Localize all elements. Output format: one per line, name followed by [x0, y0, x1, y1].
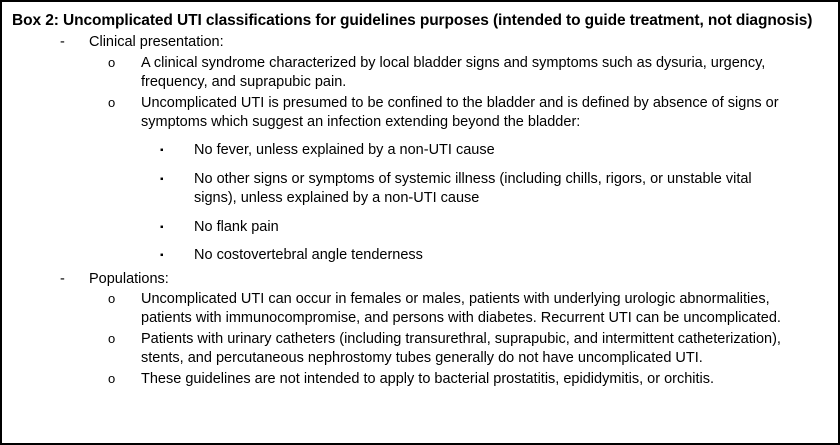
- sub-list-item-text: No fever, unless explained by a non-UTI cause: [194, 142, 495, 159]
- square-bullet-icon: ▪: [160, 145, 164, 157]
- sub-list-item-text: No costovertebral angle tenderness: [194, 247, 423, 264]
- square-bullet-icon: ▪: [160, 173, 164, 185]
- section-heading-row: [60, 33, 828, 52]
- section-populations: [12, 270, 828, 390]
- list-item-text: Uncomplicated UTI can occur in females or males, patients with underlying urologic abnormalities, patients with immunocompromise, and persons with diabetes. Recurrent UTI can be uncomplicated.: [141, 291, 781, 327]
- section-clinical-presentation: [12, 33, 828, 265]
- list-item-text: Patients with urinary catheters (including transurethral, suprapubic, and intermittent catheterization), stents, and percutaneous nephrostomy tubes generally do not have uncomplicated UTI.: [141, 330, 781, 367]
- list-item: [108, 290, 828, 329]
- list-item: [108, 370, 828, 389]
- list-item-text: A clinical syndrome characterized by local bladder signs and symptoms such as dysuria, urgency, frequency, and suprapubic pain.: [141, 54, 766, 91]
- circle-bullet-icon: o: [108, 54, 116, 70]
- list-item-text: Uncomplicated UTI is presumed to be confined to the bladder and is defined by absence of signs or symptoms which suggest an infection extending beyond the bladder:: [141, 94, 779, 131]
- sub-list-item: [160, 246, 828, 265]
- circle-bullet-icon: o: [108, 291, 116, 307]
- sub-list-item-text: No flank pain: [194, 218, 279, 235]
- section-heading-label: Clinical presentation:: [89, 34, 224, 51]
- sub-list-item: [160, 141, 828, 160]
- list-item: [108, 94, 828, 133]
- list-item-text: These guidelines are not intended to apply to bacterial prostatitis, epididymitis, or orchitis.: [141, 370, 715, 387]
- circle-bullet-icon: o: [108, 370, 116, 386]
- list-item: [108, 330, 828, 369]
- dash-bullet-icon: -: [60, 270, 65, 287]
- square-bullet-icon: ▪: [160, 250, 164, 262]
- circle-bullet-icon: o: [108, 330, 116, 346]
- section-heading-label: Populations:: [89, 270, 169, 287]
- sub-list-item: [160, 218, 828, 237]
- sub-list-item: [160, 170, 828, 209]
- list-item: [108, 54, 828, 93]
- box-title: Box 2: Uncomplicated UTI classifications for guidelines purposes (intended to guide treatment, not diagnosis): [12, 12, 813, 29]
- circle-bullet-icon: o: [108, 94, 116, 110]
- section-heading-row: [60, 270, 828, 289]
- sub-list-item-text: No other signs or symptoms of systemic illness (including chills, rigors, or unstable vital signs), unless explained by a non-UTI cause: [194, 170, 752, 207]
- square-bullet-icon: ▪: [160, 221, 164, 233]
- dash-bullet-icon: -: [60, 34, 65, 51]
- section-spacer: [12, 266, 828, 269]
